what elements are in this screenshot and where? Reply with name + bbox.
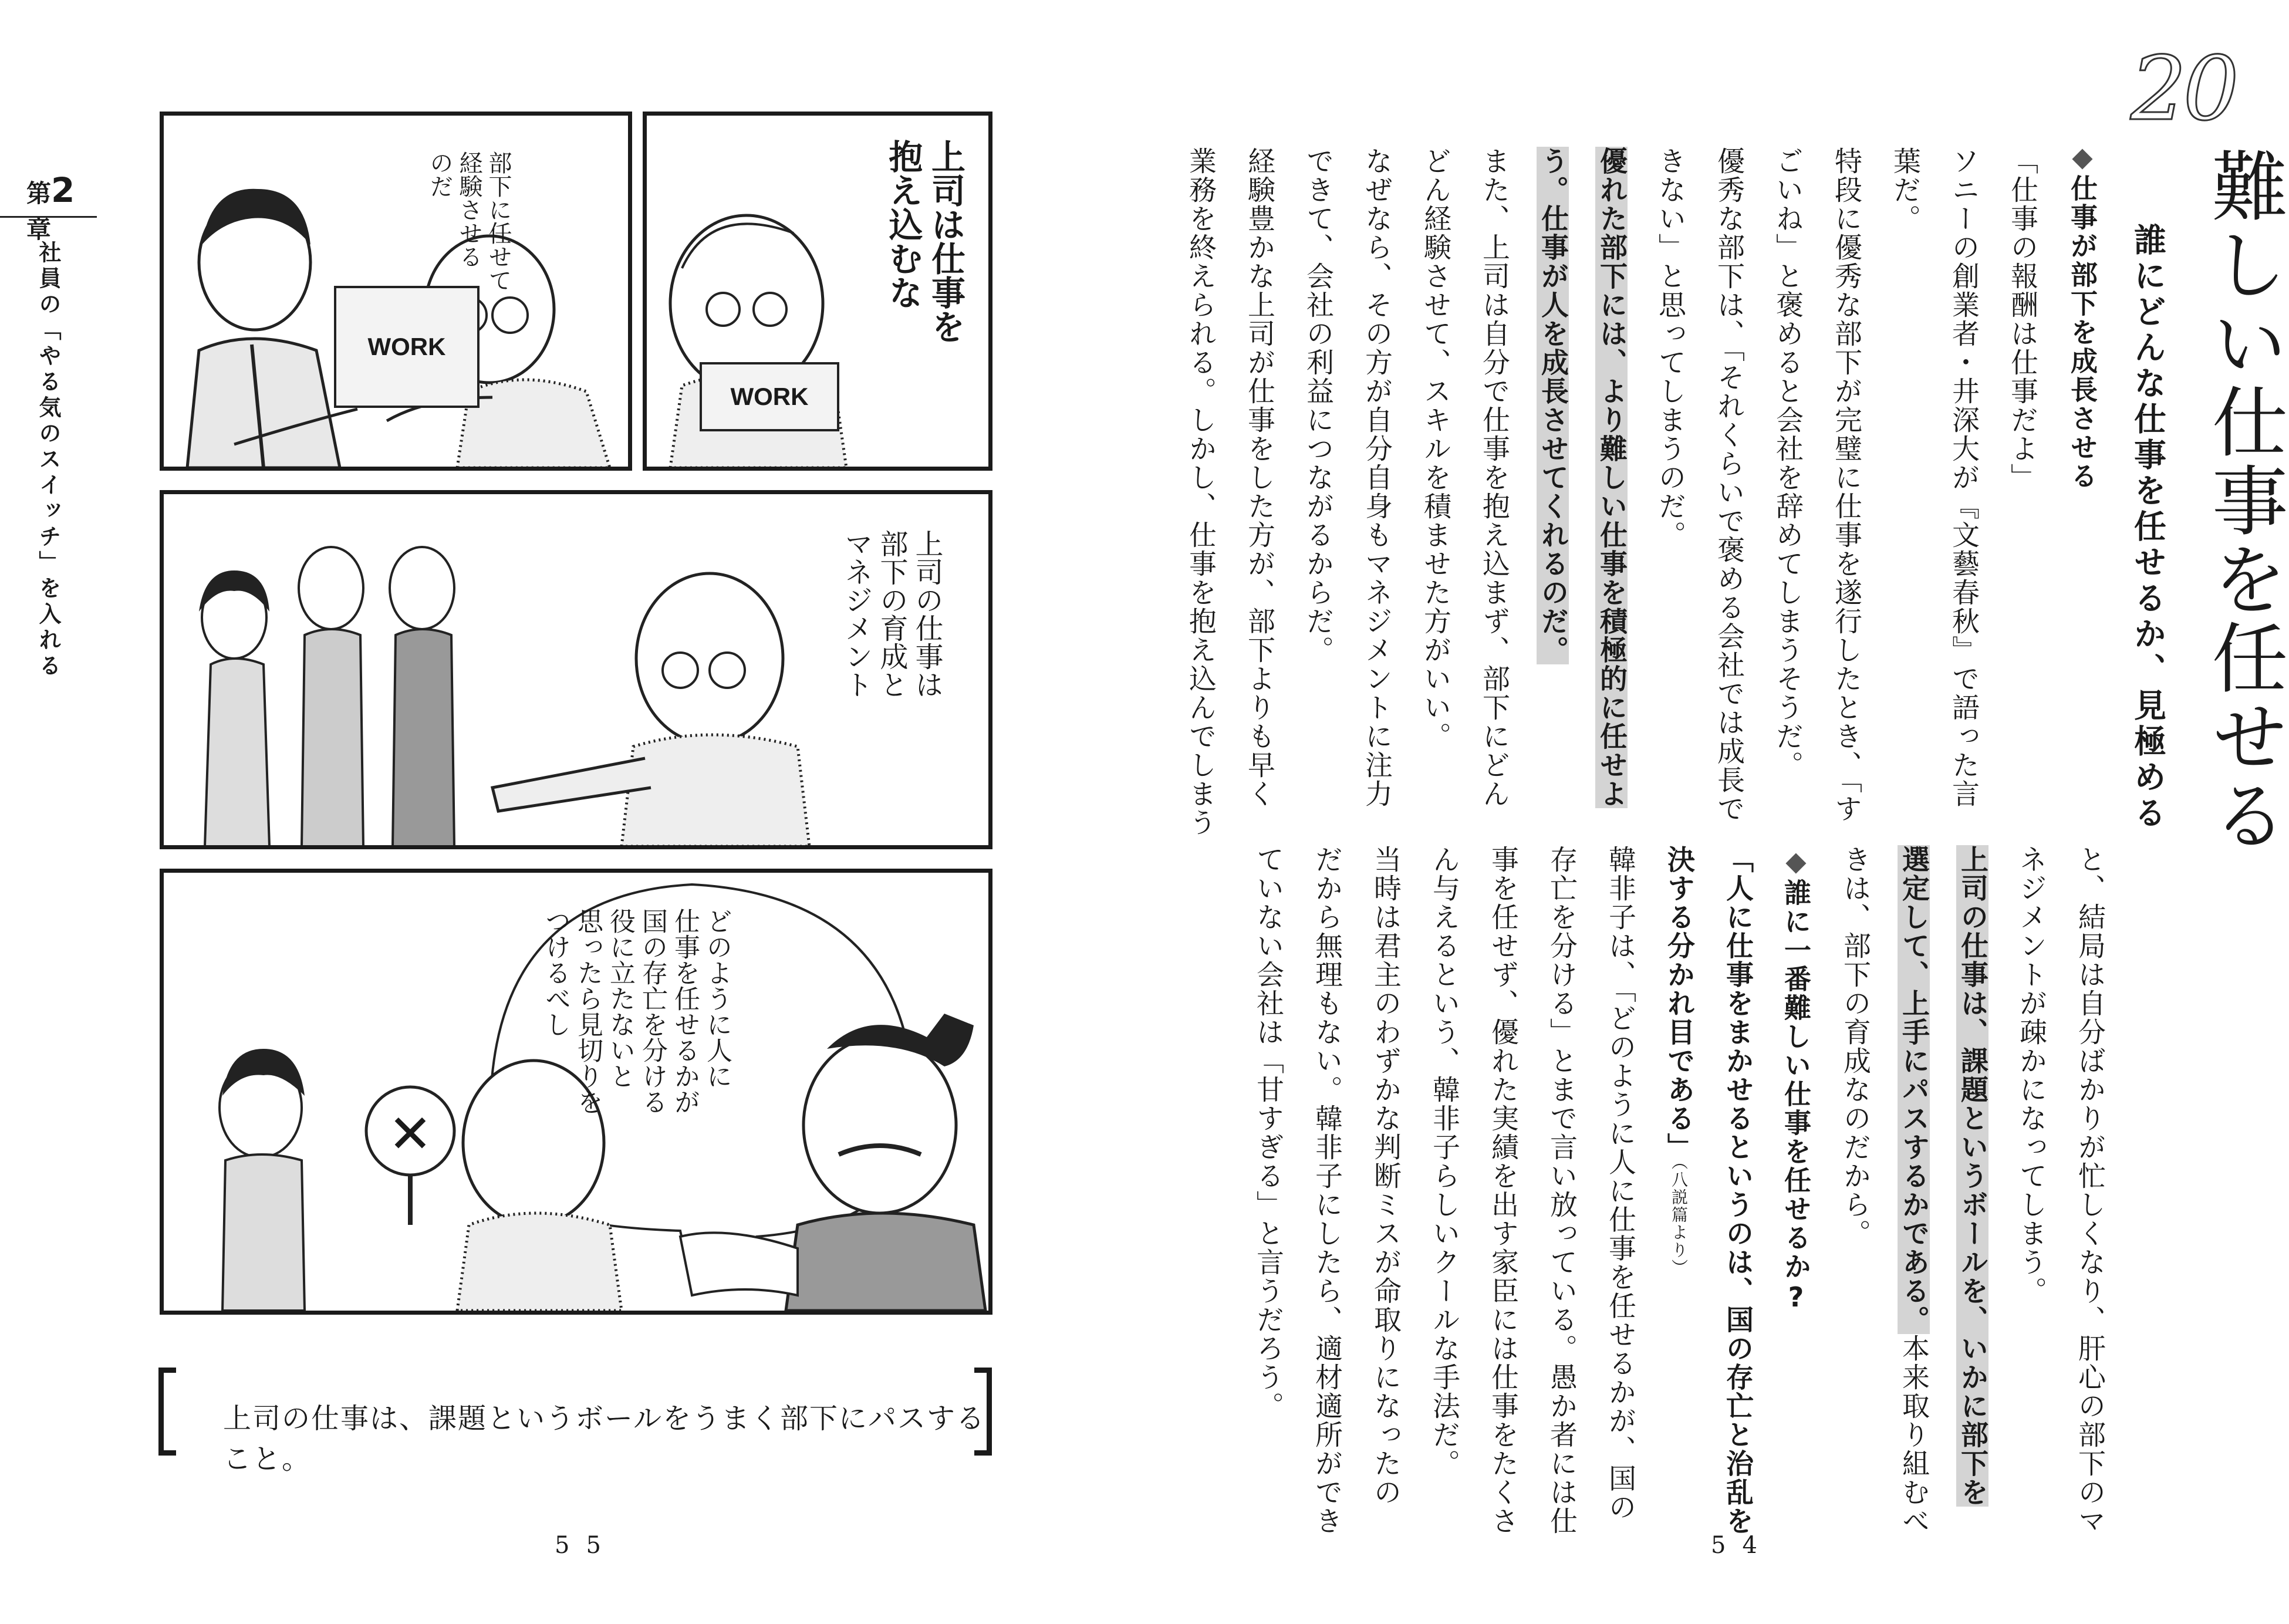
highlight-line: 上司の仕事は、課題というボールを、いかに部下を bbox=[1956, 845, 1988, 1507]
work-box: WORK bbox=[334, 286, 480, 408]
speech-line: 思ったら見切りを bbox=[573, 908, 603, 1115]
body-line: ごいね」と褒めると会社を辞めてしまうそうだ。 bbox=[1771, 147, 1804, 779]
body-line: 当時は君主のわずかな判断ミスが命取りになったの bbox=[1369, 845, 1402, 1507]
body-line: 経験豊かな上司が仕事をした方が、部下よりも早く bbox=[1243, 147, 1275, 808]
body-line: と、結局は自分ばかりが忙しくなり、肝心の部下のマ bbox=[2074, 845, 2106, 1535]
body-line: 優秀な部下は、「それくらいで褒める会社では成長で bbox=[1713, 147, 1745, 823]
panel3-speech bbox=[539, 908, 733, 1201]
chapter-tab bbox=[0, 170, 97, 687]
body-line: だから無理もない。韓非子にしたら、適材適所ができ bbox=[1311, 845, 1343, 1535]
speech-line: 役に立たないと bbox=[605, 908, 635, 1089]
chapter-label bbox=[26, 170, 97, 244]
body-line: また、上司は自分で仕事を抱え込まず、部下にどん bbox=[1478, 147, 1510, 808]
diamond-icon: ◆ bbox=[2067, 141, 2098, 174]
body-line-tail: 本来取り組むべ bbox=[1898, 1334, 1930, 1535]
body-line: ソニーの創業者・井深大が『文藝春秋』で語った言 bbox=[1947, 147, 1980, 808]
body-line: ネジメントが疎かになってしまう。 bbox=[2015, 845, 2047, 1305]
speech-line: 国の存亡を分ける bbox=[637, 908, 667, 1115]
panel1-left-caption bbox=[425, 151, 513, 292]
article-number: 20 bbox=[2131, 38, 2236, 140]
comic-panel-1-left bbox=[160, 112, 632, 471]
page-number-left: 55 bbox=[555, 1532, 617, 1559]
article-subtitle: 誰にどんな仕事を任せるか、見極める bbox=[2129, 223, 2166, 832]
chapter-divider bbox=[0, 216, 97, 218]
page-number-right: 54 bbox=[1711, 1532, 1774, 1559]
section-heading-text: 誰に一番難しい仕事を任せるか? bbox=[1780, 879, 1812, 1315]
body-line: 「仕事の報酬は仕事だよ」 bbox=[2006, 147, 2038, 492]
caption-line: 抱え込むな bbox=[883, 139, 923, 309]
cross-icon: ✕ bbox=[388, 1103, 433, 1165]
speech-line: 仕事を任せるかが bbox=[670, 908, 700, 1115]
body-line: 葉だ。 bbox=[1889, 147, 1921, 233]
summary-text: 上司の仕事は、課題というボールをうまく部下にパスすること。 bbox=[223, 1402, 986, 1476]
article-title: 難しい仕事を任せる bbox=[2199, 147, 2288, 855]
body-line: なぜなら、その方が自分自身もマネジメントに注力 bbox=[1360, 147, 1393, 808]
chapter-subtitle: 社員の「やる気のスイッチ」を入れる bbox=[35, 241, 61, 680]
panel1-right-caption bbox=[882, 139, 967, 343]
quote-source: （八説篇より） bbox=[1669, 1162, 1689, 1277]
panel2-caption bbox=[839, 529, 944, 698]
summary-box bbox=[158, 1368, 992, 1476]
chapter-prefix: 第 bbox=[26, 179, 52, 208]
section-heading-text: 仕事が部下を成長させる bbox=[2067, 174, 2098, 491]
highlight-line: う。仕事が人を成長させてくれるのだ。 bbox=[1537, 147, 1569, 664]
caption-line: 部下の育成と bbox=[875, 529, 908, 698]
speech-line: つけるべし bbox=[541, 908, 570, 1037]
caption-line: のだ bbox=[426, 151, 453, 198]
body-line: 韓非子は、「どのように人に仕事を任せるかが、国の bbox=[1604, 845, 1636, 1522]
body-line: 存亡を分ける」とまで言い放っている。愚か者には仕 bbox=[1545, 845, 1578, 1535]
caption-line: 上司は仕事を bbox=[926, 139, 965, 343]
body-line: どん経験させて、スキルを積ませた方がいい。 bbox=[1419, 147, 1451, 751]
caption-line: 経験させる bbox=[455, 151, 482, 268]
highlight-line: 選定して、上手にパスするかである。 bbox=[1898, 845, 1930, 1334]
caption-line: マネジメント bbox=[840, 529, 873, 698]
article-body-lower bbox=[1252, 845, 2119, 1538]
article-body-upper bbox=[1184, 147, 2051, 839]
body-line: きない」と思ってしまうのだ。 bbox=[1654, 147, 1686, 549]
body-line: きは、部下の育成なのだから。 bbox=[1839, 845, 1871, 1248]
body-line: ていない会社は「甘すぎる」と言うだろう。 bbox=[1252, 845, 1284, 1420]
comic-panel-2 bbox=[160, 490, 992, 849]
caption-line: 部下に任せて bbox=[485, 151, 512, 292]
quote-line: 「人に仕事をまかせるというのは、国の存亡と治乱を bbox=[1721, 845, 1754, 1535]
chapter-suffix: 章 bbox=[26, 215, 52, 244]
comic-panel-1-right bbox=[643, 112, 992, 471]
left-bracket bbox=[158, 1368, 176, 1456]
work-box: WORK bbox=[700, 362, 839, 431]
body-line: できて、会社の利益につながるからだ。 bbox=[1302, 147, 1334, 664]
body-line: ん与えるという、韓非子らしいクールな手法だ。 bbox=[1428, 845, 1460, 1478]
body-line: 事を任せず、優れた実績を出す家臣には仕事をたくさ bbox=[1487, 845, 1519, 1535]
body-line: 業務を終えられる。しかし、仕事を抱え込んでしまう bbox=[1184, 147, 1217, 837]
comic-panel-3 bbox=[160, 869, 992, 1315]
chapter-number: 2 bbox=[51, 170, 75, 210]
caption-line: 上司の仕事は bbox=[910, 529, 943, 698]
section-heading-1 bbox=[2063, 141, 2102, 491]
diamond-icon: ◆ bbox=[1780, 845, 1812, 879]
body-line: 特段に優秀な部下が完璧に仕事を遂行したとき、「す bbox=[1830, 147, 1862, 823]
quote-line: 決する分かれ目である」 bbox=[1663, 845, 1695, 1162]
highlight-line: 優れた部下には、より難しい仕事を積極的に任せよ bbox=[1595, 147, 1628, 808]
section-heading-2 bbox=[1780, 845, 1812, 1315]
speech-line: どのように人に bbox=[702, 908, 732, 1089]
